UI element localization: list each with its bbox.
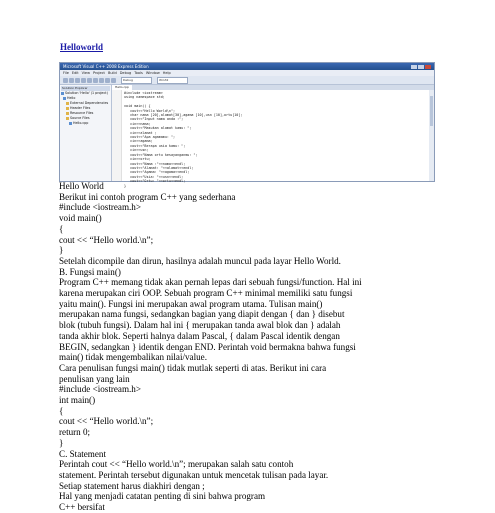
text-line: Program C++ memang tidak akan pernah lepas dari sebuah fungsi/function. Hal ini	[59, 277, 362, 288]
text-line: Setelah dicompile dan dirun, hasilnya adalah muncul pada layar Hello World.	[59, 255, 341, 266]
page-title-link[interactable]: Helloworld	[60, 42, 103, 52]
text-line: {	[59, 405, 64, 416]
undo-icon	[99, 78, 104, 83]
text-line: merupakan nama fungsi, sedangkan bagian yang diapit dengan { dan } disebut	[59, 309, 345, 320]
text-line: #include <iostream.h>	[59, 202, 141, 213]
ide-title-bar	[60, 63, 434, 70]
section-heading: C. Statement	[59, 448, 106, 459]
cpp-file-icon	[69, 122, 72, 125]
text-line: BEGIN, sedangkan } identik dengan END. Perintah void bermakna bahwa fungsi	[59, 341, 356, 352]
section-heading: B. Fungsi main()	[59, 266, 121, 277]
text-line: C++ bersifat	[59, 502, 105, 513]
text-line: int main()	[59, 395, 96, 406]
minimize-icon	[411, 65, 417, 69]
solution-icon	[61, 92, 64, 95]
code-text: #include <iostream> using namespace std; void main() { cout<<"Hello World\n"; char nama [20],alamat[30],agama [10],usn [10],ortu[10]; cout<<"Input nama anda :"; cin>>nama; cout<<"Masukan alamat kamu: "; cin>>alamat ; cout<<"Apa agamamu: "; cin>>agama; cout<<"Berapa usia kamu: "; cin>>usn; cout<<"Nama ortu kesayanganmu: "; cin>>ortu; cout<<"Nama :"<<nama<<endl; cout<<"Alamat: "<<alamat<<endl; cout<<"Agama: "<<agama<<endl; cout<<"Usia: "<<usn<<endl; cout<<"Ortu: "<<ortu<<endl; }	[124, 91, 243, 188]
redo-icon	[105, 78, 110, 83]
menu-help: Help	[162, 71, 171, 75]
menu-file: File	[63, 71, 69, 75]
folder-icon	[66, 102, 69, 105]
text-line: Berikut ini contoh program C++ yang sederhana	[59, 191, 236, 202]
menu-edit: Edit	[71, 71, 79, 75]
ide-window-title: Microsoft Visual C++ 2008 Express Edition	[63, 64, 149, 69]
text-line: blok (tubuh fungsi). Dalam hal ini { merupakan tanda awal blok dan } adalah	[59, 320, 341, 331]
article-body	[59, 181, 439, 513]
solution-explorer	[60, 85, 112, 181]
text-line: cout << “Hello world.\n”;	[59, 416, 154, 427]
tree-node: Hello	[61, 96, 110, 101]
tree-node: Solution 'Hello' (1 project)	[61, 91, 110, 96]
text-line: tanda akhir blok. Seperti halnya dalam Pascal, { dalam Pascal identik dengan	[59, 330, 340, 341]
menu-view: View	[81, 71, 90, 75]
text-line: penulisan yang lain	[59, 373, 130, 384]
save-icon	[75, 78, 80, 83]
tree-node: Hello.cpp	[61, 121, 110, 126]
menu-tools: Tools	[134, 71, 143, 75]
menu-window: Window	[145, 71, 160, 75]
text-line: void main()	[59, 213, 102, 224]
text-line: karena merupakan ciri OOP. Sebuah program C++ minimal memiliki satu fungsi	[59, 288, 353, 299]
text-line: }	[59, 437, 64, 448]
menu-debug: Debug	[119, 71, 132, 75]
tree-node: External Dependencies	[61, 101, 110, 106]
run-icon	[111, 78, 116, 83]
menu-project: Project	[92, 71, 105, 75]
folder-icon	[66, 112, 69, 115]
menu-build: Build	[107, 71, 117, 75]
text-line: Setiap statement harus diakhiri dengan ;	[59, 480, 205, 491]
text-line: Perintah cout << “Hello world.\n”; merupakan salah satu contoh	[59, 459, 294, 470]
editor-scrollbar	[429, 90, 434, 181]
folder-icon	[66, 117, 69, 120]
maximize-icon	[418, 65, 424, 69]
close-icon	[425, 65, 431, 69]
project-icon	[63, 97, 66, 100]
text-line: statement. Perintah tersebut digunakan untuk mencetak tulisan pada layar.	[59, 469, 329, 480]
text-line: main() tidak mengembalikan nilai/value.	[59, 352, 207, 363]
tree-node: Header Files	[61, 106, 110, 111]
editor-gutter	[112, 90, 122, 181]
editor-tab: Hello.cpp	[112, 85, 132, 90]
config-combo: Debug	[121, 77, 152, 84]
text-line: Cara penulisan fungsi main() tidak mutlak seperti di atas. Berikut ini cara	[59, 362, 327, 373]
paste-icon	[93, 78, 98, 83]
copy-icon	[87, 78, 92, 83]
text-line: cout << “Hello world.\n”;	[59, 234, 154, 245]
text-line: {	[59, 223, 64, 234]
text-line: }	[59, 245, 64, 256]
code-editor	[112, 85, 434, 188]
tree-node: Resource Files	[61, 111, 110, 116]
text-line: return 0;	[59, 427, 91, 438]
ide-toolbar	[60, 76, 434, 85]
text-line: #include <iostream.h>	[59, 384, 141, 395]
new-file-icon	[63, 78, 68, 83]
solution-explorer-header: Solution Explorer	[61, 86, 110, 91]
cut-icon	[81, 78, 86, 83]
tree-node: Source Files	[61, 116, 110, 121]
platform-combo: Win32	[157, 77, 188, 84]
ide-screenshot	[59, 62, 435, 188]
text-line: Hal yang menjadi catatan penting di sini bahwa program	[59, 491, 266, 502]
open-folder-icon	[69, 78, 74, 83]
folder-icon	[66, 107, 69, 110]
text-line: yaitu main(). Fungsi ini merupakan awal program utama. Tulisan main()	[59, 298, 323, 309]
text-line: Hello World	[59, 181, 104, 191]
